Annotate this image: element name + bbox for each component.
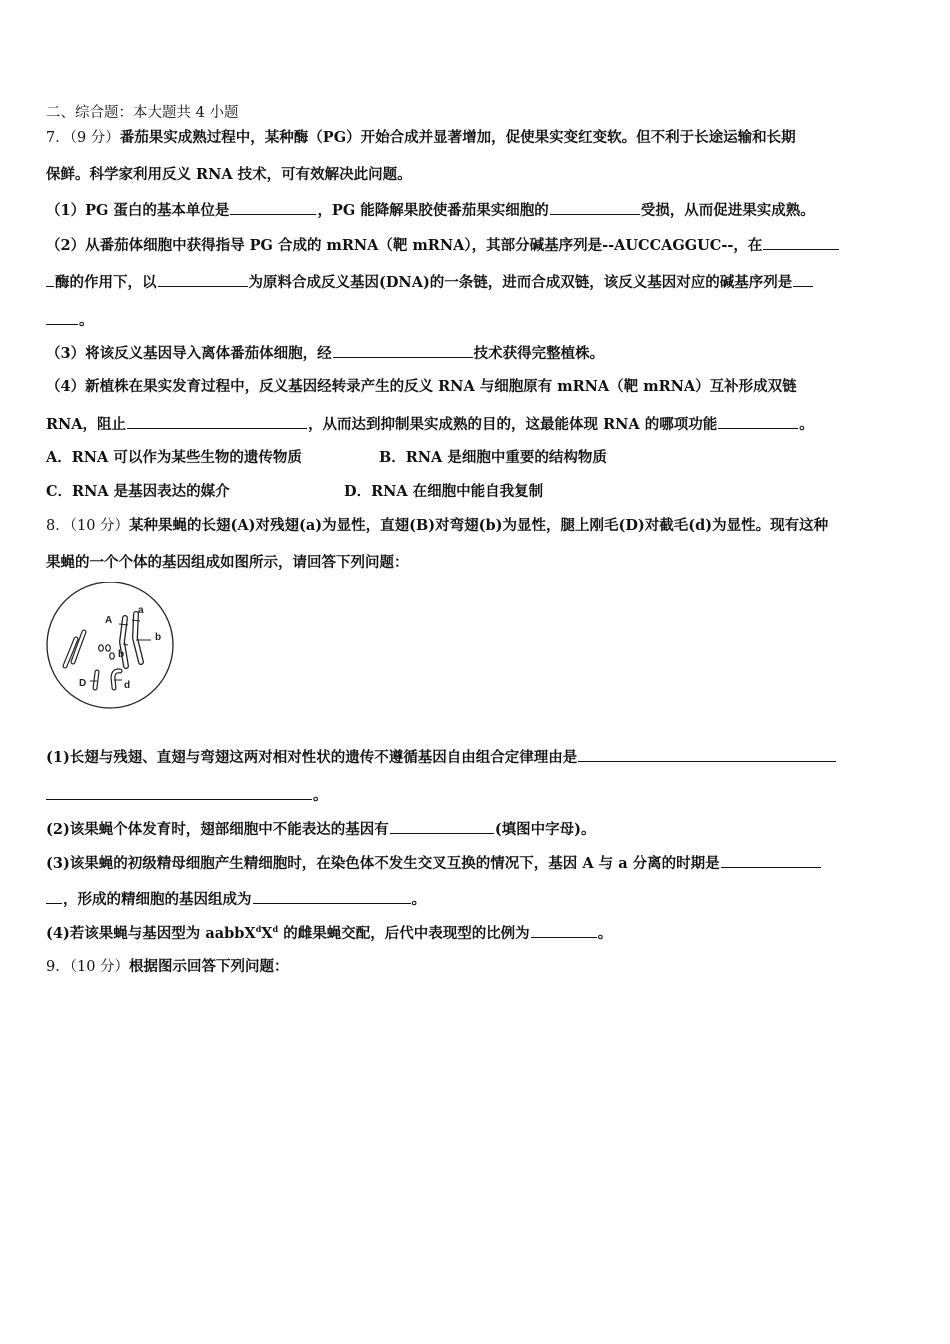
answer-blank[interactable] (718, 413, 798, 429)
label-A: A (105, 615, 113, 626)
q7-option-c[interactable]: C．RNA 是基因表达的媒介 (46, 483, 230, 500)
q9-number: 9．（10 分） (46, 959, 130, 975)
label-D: D (79, 678, 87, 689)
answer-blank[interactable] (158, 271, 248, 287)
answer-blank[interactable] (550, 199, 640, 215)
q7-part4-line1: （4）新植株在果实发育过程中，反义基因经转录产生的反义 RNA 与细胞原有 mRNA（靶 mRNA）互补形成双链 (46, 378, 797, 395)
label-a: a (138, 605, 144, 616)
q7-line1 (46, 128, 796, 148)
q7-line2: 保鲜。科学家利用反义 RNA 技术，可有效解决此问题。 (46, 166, 412, 183)
q8-number: 8．（10 分） (46, 518, 130, 534)
answer-blank[interactable] (230, 199, 316, 215)
label-b-left: b (118, 649, 125, 660)
answer-blank[interactable] (46, 309, 78, 325)
q8-part3-line1: (3)该果蝇的初级精母细胞产生精细胞时，在染色体不发生交叉互换的情况下，基因 A 与 a 分离的时期是 (46, 852, 822, 874)
q8-part4: (4)若该果蝇与基因型为 $aabbX^dX^d$ 的雌果蝇交配，后代中表现型的比例为 。 (46, 924, 613, 942)
q8-stem: 某种果蝇的长翅(A)对残翅(a)为显性，直翅(B)对弯翅(b)为显性，腿上刚毛(D)对截毛(d)为显性。现有这种 (129, 517, 829, 534)
q8-line2: 果蝇的一个个体的基因组成如图所示，请回答下列问题： (46, 554, 409, 571)
q7-part1: （1）PG 蛋白的基本单位是 ，PG 能降解果胶使番茄果实细胞的 受损，从而促进果实成熟。 (46, 199, 815, 221)
q7-option-d[interactable]: D．RNA 在细胞中能自我复制 (344, 483, 544, 500)
q7-option-b[interactable]: B．RNA 是细胞中重要的结构物质 (379, 449, 607, 466)
answer-blank[interactable] (793, 271, 813, 287)
label-b-right: b (155, 632, 162, 643)
q7-part3: （3）将该反义基因导入离体番茄体细胞，经 技术获得完整植株。 (46, 342, 604, 364)
q9-line1 (46, 957, 289, 977)
q8-part1-line1: (1)长翅与残翅、直翅与弯翅这两对相对性状的遗传不遵循基因自由组合定律理由是 (46, 746, 837, 768)
q7-part4-line2: RNA，阻止 ，从而达到抑制果实成熟的目的，这最能体现 RNA 的哪项功能 。 (46, 413, 814, 435)
answer-blank[interactable] (763, 234, 839, 250)
q7-stem: 番茄果实成熟过程中，某种酶（PG）开始合成并显著增加，促使果实变红变软。但不利于长途运输和长期 (119, 129, 796, 146)
q8-line1 (46, 516, 828, 536)
q8-part3-line2: ，形成的精细胞的基因组成为 。 (46, 888, 426, 910)
answer-blank[interactable] (253, 888, 411, 904)
answer-blank[interactable] (531, 922, 597, 938)
answer-blank[interactable] (46, 271, 54, 287)
q9-stem: 根据图示回答下列问题： (129, 958, 289, 975)
answer-blank[interactable] (721, 852, 821, 868)
answer-blank[interactable] (46, 784, 312, 800)
chromosome-figure (46, 582, 176, 712)
q7-number: 7．（9 分） (46, 130, 120, 146)
q7-part2-line3: 。 (46, 309, 94, 331)
label-d: d (124, 680, 131, 691)
q7-part2-line2: 酶的作用下，以 为原料合成反义基因(DNA)的一条链，进而合成双链，该反义基因对应的碱基序列是 (46, 271, 814, 293)
answer-blank[interactable] (333, 342, 473, 358)
answer-blank[interactable] (390, 818, 494, 834)
answer-blank[interactable] (578, 746, 836, 762)
answer-blank[interactable] (127, 413, 307, 429)
q7-option-a[interactable]: A．RNA 可以作为某些生物的遗传物质 (46, 449, 302, 466)
section-title: 二、综合题：本大题共 4 小题 (46, 105, 239, 121)
q7-part2-line1: （2）从番茄体细胞中获得指导 PG 合成的 mRNA（靶 mRNA），其部分碱基序列是--AUCCAGGUC--，在 (46, 234, 840, 256)
q8-part1-line2: 。 (46, 784, 328, 806)
q8-part2: (2)该果蝇个体发育时，翅部细胞中不能表达的基因有 (填图中字母)。 (46, 818, 596, 840)
answer-blank[interactable] (46, 888, 62, 904)
